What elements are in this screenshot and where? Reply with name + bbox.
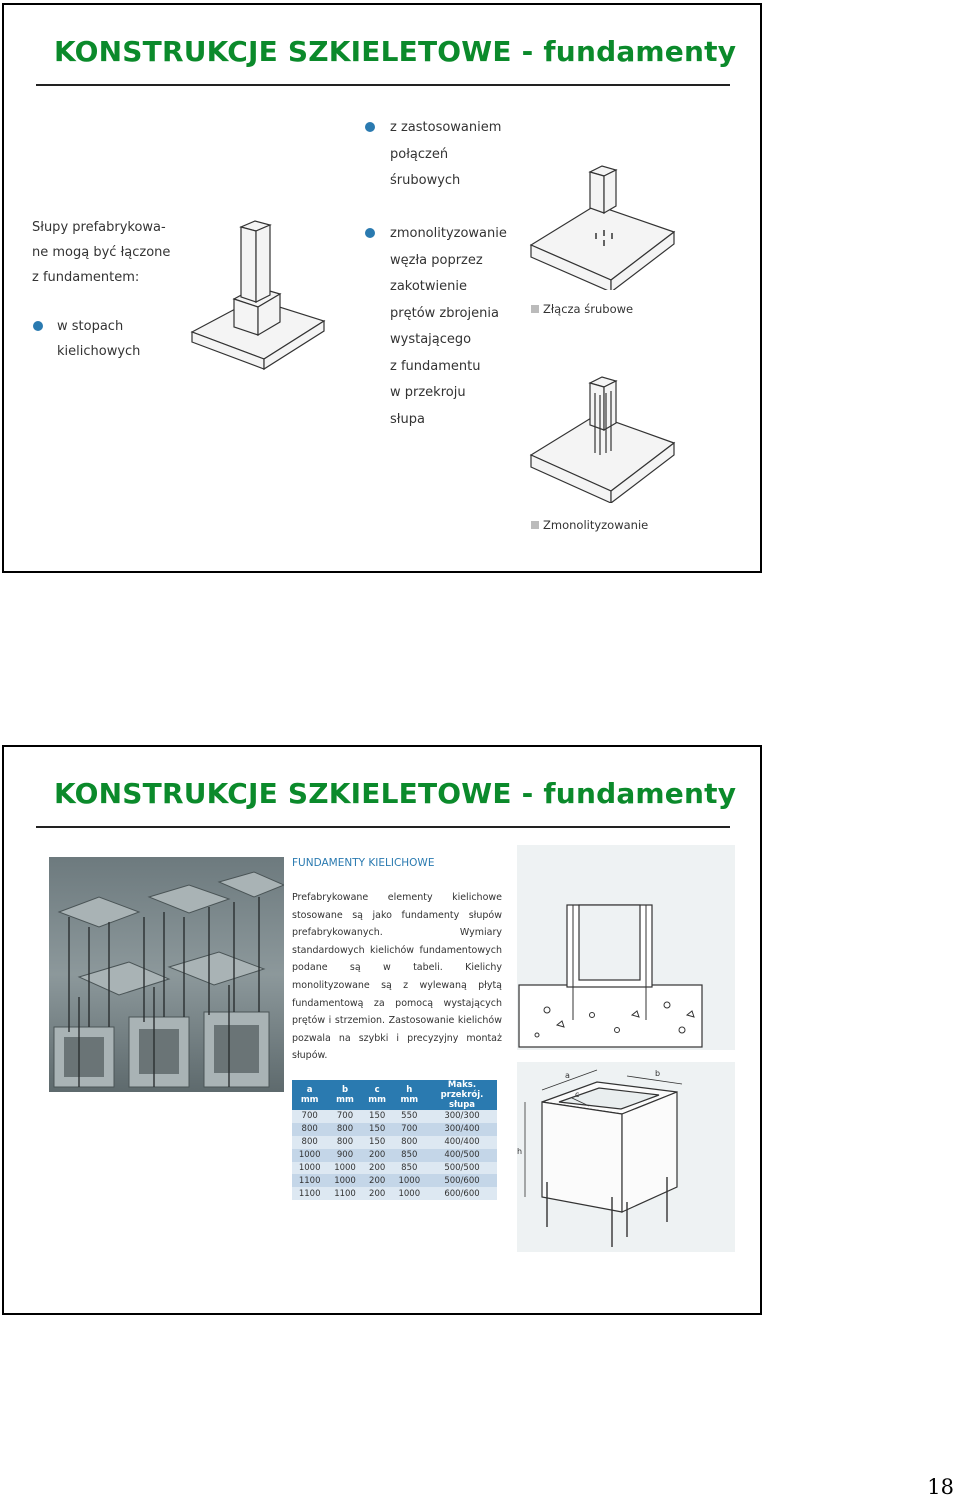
bullet-line: w stopach — [57, 319, 124, 334]
precast-sockets-photo — [49, 857, 284, 1092]
header-b: b mm — [327, 1080, 362, 1110]
bullet-line: kielichowych — [57, 344, 141, 359]
slide-1 — [2, 3, 762, 573]
bullet-line: prętów zbrojenia — [390, 305, 499, 321]
bullet-line: śrubowych — [390, 173, 461, 188]
table-row: 1100 1100 200 1000 600/600 — [292, 1187, 497, 1200]
dim-label-c: c — [575, 1090, 580, 1099]
header-a: a mm — [292, 1080, 327, 1110]
title-divider — [36, 84, 730, 86]
dimensions-table — [292, 1080, 497, 1200]
bullet-socket — [57, 314, 140, 364]
table-row: 1000 900 200 850 400/500 — [292, 1149, 497, 1162]
intro-line: ne mogą być łączone — [32, 245, 171, 260]
table-row: 700 700 150 550 300/300 — [292, 1110, 497, 1123]
slide-2 — [2, 745, 762, 1315]
bullet-line: w przekroju — [390, 385, 466, 400]
bullet-line: z zastosowaniem — [390, 120, 502, 135]
bullet-bolted — [390, 115, 501, 195]
bolted-joint-drawing — [526, 160, 681, 290]
intro-line: z fundamentem: — [32, 270, 140, 285]
header-max-section: Maks. przekrój. słupa — [427, 1080, 497, 1110]
table-header-row — [292, 1080, 497, 1110]
table-row: 1100 1000 200 1000 500/600 — [292, 1174, 497, 1187]
bullet-icon — [365, 228, 375, 238]
dim-label-a: a — [565, 1071, 570, 1080]
bullet-icon — [365, 122, 375, 132]
bullet-line: zakotwienie — [390, 279, 467, 294]
caption-text: Zmonolityzowanie — [543, 518, 649, 532]
bullet-line: słupa — [390, 411, 425, 427]
bullet-icon — [33, 321, 43, 331]
caption-bolted — [531, 302, 633, 316]
title-divider — [36, 826, 730, 828]
caption-monolithic — [531, 518, 648, 532]
doc-heading: FUNDAMENTY KIELICHOWE — [292, 857, 435, 869]
slide-title: KONSTRUKCJE SZKIELETOWE - fundamenty — [54, 777, 737, 810]
socket-isometric-drawing — [517, 1062, 735, 1252]
caption-marker-icon — [531, 521, 539, 529]
intro-line: Słupy prefabrykowa- — [32, 220, 166, 235]
header-c: c mm — [363, 1080, 392, 1110]
table-row: 800 800 150 700 300/400 — [292, 1123, 497, 1136]
caption-marker-icon — [531, 305, 539, 313]
table-row: 800 800 150 800 400/400 — [292, 1136, 497, 1149]
bullet-monolithic — [390, 221, 507, 433]
bullet-line: wystającego — [390, 332, 472, 347]
doc-paragraph: Prefabrykowane elementy kielichowe stosowane są jako fundamenty słupów prefabrykowanych. Wymiary standardowych kielichów fundamentowych podane są w tabeli. Kielichy monolityzowane są z wylewaną płytą fundamentową za pomocą wystających prętów i strzemion. Zastosowanie kielichów pozwala na szybki i precyzyjny montaż słupów. — [292, 892, 502, 1062]
table-row: 1000 1000 200 850 500/500 — [292, 1162, 497, 1175]
socket-foundation-drawing — [184, 217, 334, 387]
dim-label-h: h — [517, 1147, 523, 1156]
dim-label-b: b — [655, 1069, 661, 1078]
monolithic-joint-drawing — [526, 373, 681, 503]
bullet-line: z fundamentu — [390, 358, 481, 374]
bullet-line: zmonolityzowanie — [390, 226, 507, 241]
socket-section-drawing — [517, 845, 735, 1050]
bullet-line: połączeń — [390, 146, 449, 162]
header-h: h mm — [392, 1080, 427, 1110]
slide-title: KONSTRUKCJE SZKIELETOWE - fundamenty — [54, 35, 737, 68]
bullet-line: węzła poprzez — [390, 252, 483, 268]
page-number: 18 — [927, 1475, 954, 1499]
caption-text: Złącza śrubowe — [543, 302, 634, 316]
intro-text — [32, 215, 170, 290]
